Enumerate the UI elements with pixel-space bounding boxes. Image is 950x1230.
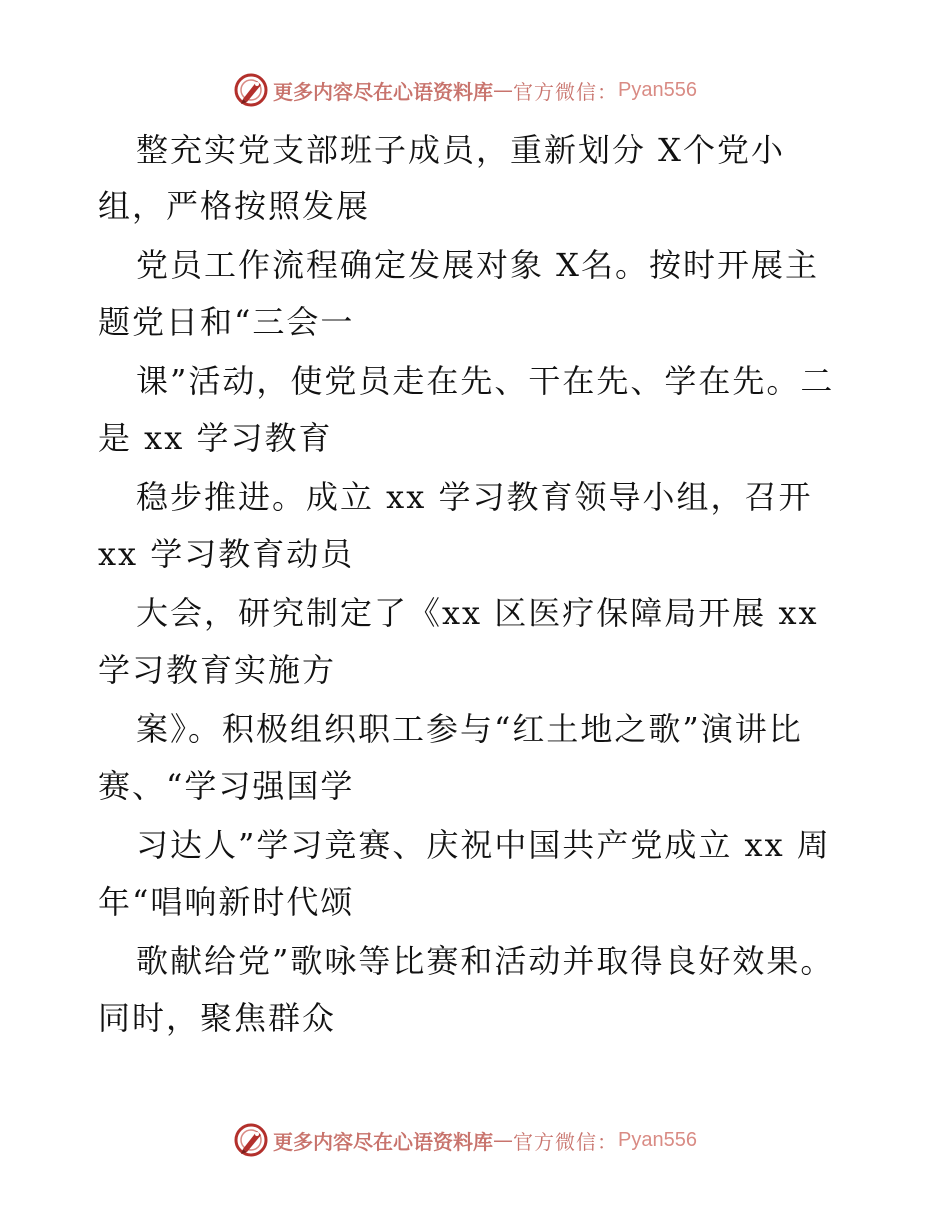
paragraph-line: 习达人”学习竞赛、庆祝中国共产党成立 xx 周 xyxy=(136,826,831,864)
footer-watermark xyxy=(233,1122,697,1158)
paragraph-line: 党员工作流程确定发展对象 X名。按时开展主 xyxy=(136,246,819,284)
paragraph-line: 案》。积极组织职工参与“红土地之歌”演讲比 xyxy=(136,710,803,748)
paragraph-line: 是 xx 学习教育 xyxy=(98,419,333,457)
paragraph-line: 大会，研究制定了《xx 区医疗保障局开展 xx xyxy=(136,594,819,632)
watermark-main-text: 更多内容尽在心语资料库 xyxy=(273,79,493,104)
paragraph-line: 稳步推进。成立 xx 学习教育领导小组，召开 xyxy=(136,478,813,516)
paragraph-line: 题党日和“三会一 xyxy=(98,303,355,341)
paragraph-line: 同时，聚焦群众 xyxy=(98,999,337,1037)
watermark-dash: — xyxy=(493,1128,513,1152)
watermark-wechat-label: 官方微信： xyxy=(513,1129,618,1154)
paragraph-line: 歌献给党”歌咏等比赛和活动并取得良好效果。 xyxy=(136,942,835,980)
paragraph-line: 学习教育实施方 xyxy=(98,651,337,689)
pen-nib-circle-icon xyxy=(233,1122,269,1158)
watermark-wechat-id: Pyan556 xyxy=(618,78,697,101)
paragraph-line: 组，严格按照发展 xyxy=(98,187,371,225)
paragraph-line: 赛、“学习强国学 xyxy=(98,767,355,805)
paragraph-line: xx 学习教育动员 xyxy=(98,535,355,573)
watermark-main-text: 更多内容尽在心语资料库 xyxy=(273,1129,493,1154)
paragraph-line: 年“唱响新时代颂 xyxy=(98,883,355,921)
paragraph-line: 整充实党支部班子成员，重新划分 X个党小 xyxy=(136,131,785,169)
watermark-wechat-id: Pyan556 xyxy=(618,1128,697,1151)
watermark-dash: — xyxy=(493,78,513,102)
header-watermark xyxy=(233,72,697,108)
paragraph-line: 课”活动，使党员走在先、干在先、学在先。二 xyxy=(136,362,835,400)
watermark-wechat-label: 官方微信： xyxy=(513,79,618,104)
pen-nib-circle-icon xyxy=(233,72,269,108)
